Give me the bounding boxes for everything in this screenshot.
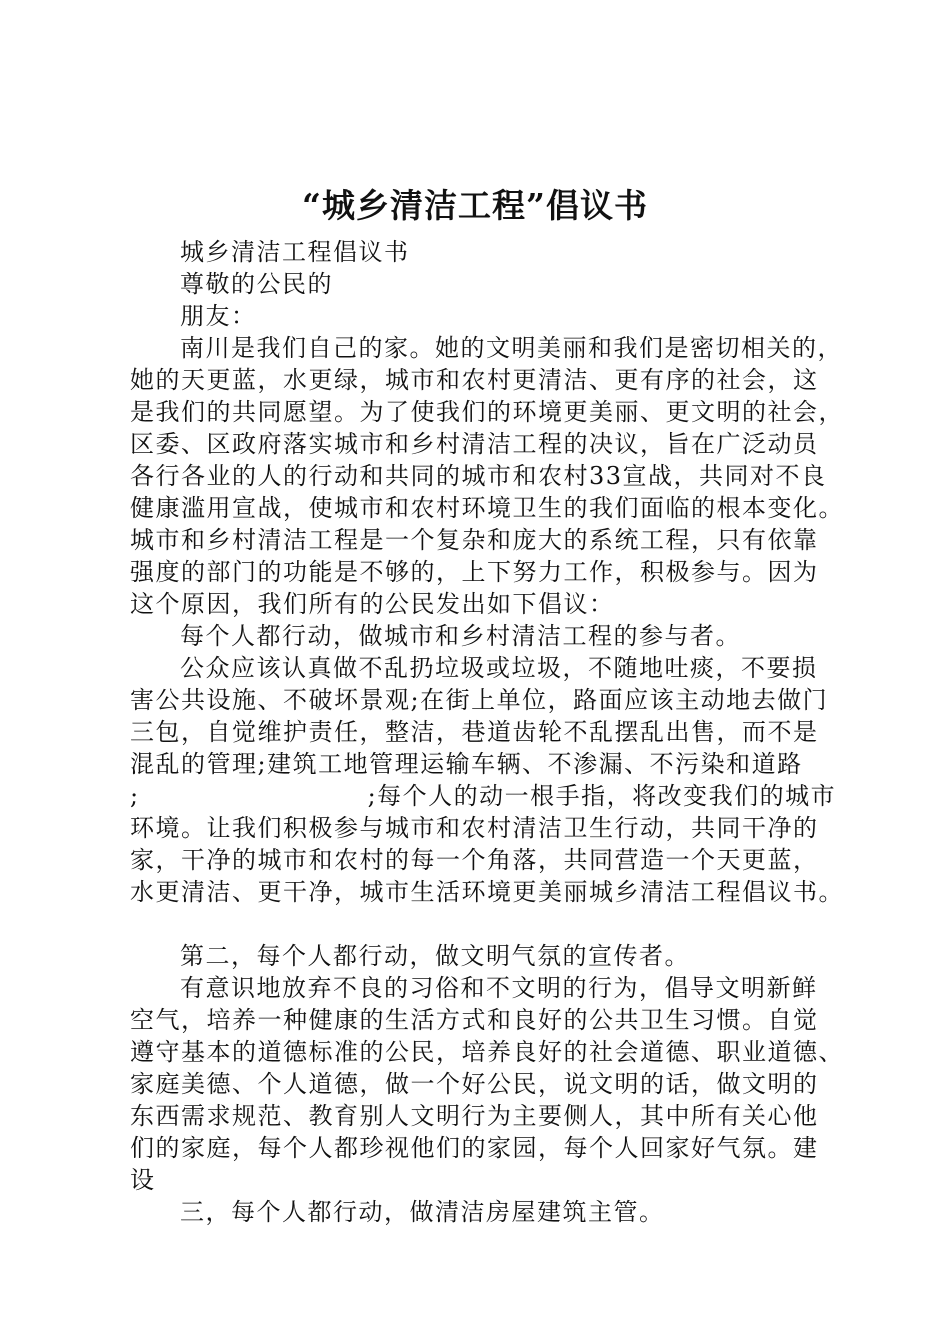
blank-line <box>130 908 842 940</box>
paragraph-2-line: 家，干净的城市和农村的每一个角落，共同营造一个天更蓝， <box>130 846 819 874</box>
semicolon-right: ;每个人的动一根手指，将改变我们的城市 <box>367 782 837 810</box>
paragraph-3-line: 东西需求规范、教育别人文明行为主要侧人，其中所有关心他 <box>130 1102 819 1130</box>
paragraph-2-line: 环境。让我们积极参与城市和农村清洁卫生行动，共同干净的 <box>130 814 819 842</box>
paragraph-2-line: 水更清洁、更干净，城市生活环境更美丽城乡清洁工程倡议书。 <box>130 878 844 906</box>
subtitle-line: 城乡清洁工程倡议书 <box>180 238 410 266</box>
section-1-heading: 每个人都行动，做城市和乡村清洁工程的参与者。 <box>180 622 741 650</box>
paragraph-2-split-line <box>130 780 842 812</box>
paragraph-2-line: 三包，自觉维护责任，整洁，巷道齿轮不乱摆乱出售，而不是 <box>130 718 819 746</box>
paragraph-3-line: 空气，培养一种健康的生活方式和良好的公共卫生习惯。自觉 <box>130 1006 819 1034</box>
section-3-heading: 三，每个人都行动，做清洁房屋建筑主管。 <box>180 1198 665 1226</box>
semicolon-left: ; <box>130 782 140 810</box>
paragraph-1-line: 是我们的共同愿望。为了使我们的环境更美丽、更文明的社会， <box>130 398 844 426</box>
greeting-line-2: 朋友： <box>180 302 257 330</box>
paragraph-3-line: 家庭美德、个人道德，做一个好公民，说文明的话，做文明的 <box>130 1070 819 1098</box>
paragraph-3-line: 有意识地放弃不良的习俗和不文明的行为，倡导文明新鲜 <box>180 974 818 1002</box>
paragraph-3-line: 设 <box>130 1166 156 1194</box>
paragraph-2-line: 害公共设施、不破坏景观;在街上单位，路面应该主动地去做门 <box>130 686 829 714</box>
paragraph-3-line: 们的家庭，每个人都珍视他们的家园，每个人回家好气氛。建 <box>130 1134 819 1162</box>
paragraph-1-line: 南川是我们自己的家。她的文明美丽和我们是密切相关的， <box>180 334 843 362</box>
document-title: “城乡清洁工程”倡议书 <box>302 186 648 225</box>
paragraph-2-line: 混乱的管理;建筑工地管理运输车辆、不渗漏、不污染和道路 <box>130 750 803 778</box>
document-body <box>130 236 842 1228</box>
paragraph-1-line: 城市和乡村清洁工程是一个复杂和庞大的系统工程，只有依靠 <box>130 526 819 554</box>
greeting-line-1: 尊敬的公民的 <box>180 270 333 298</box>
paragraph-1-line: 她的天更蓝，水更绿，城市和农村更清洁、更有序的社会，这 <box>130 366 819 394</box>
section-2-heading: 第二，每个人都行动，做文明气氛的宣传者。 <box>180 942 690 970</box>
paragraph-3-line: 遵守基本的道德标准的公民，培养良好的社会道德、职业道德、 <box>130 1038 844 1066</box>
paragraph-2-line: 公众应该认真做不乱扔垃圾或垃圾，不随地吐痰，不要损 <box>180 654 818 682</box>
paragraph-1-line: 区委、区政府落实城市和乡村清洁工程的决议，旨在广泛动员 <box>130 430 819 458</box>
paragraph-1-line: 健康滥用宣战，使城市和农村环境卫生的我们面临的根本变化。 <box>130 494 844 522</box>
paragraph-1-line: 各行各业的人的行动和共同的城市和农村33宣战，共同对不良 <box>130 462 827 490</box>
paragraph-1-line: 这个原因，我们所有的公民发出如下倡议： <box>130 590 615 618</box>
paragraph-1-line: 强度的部门的功能是不够的，上下努力工作，积极参与。因为 <box>130 558 819 586</box>
